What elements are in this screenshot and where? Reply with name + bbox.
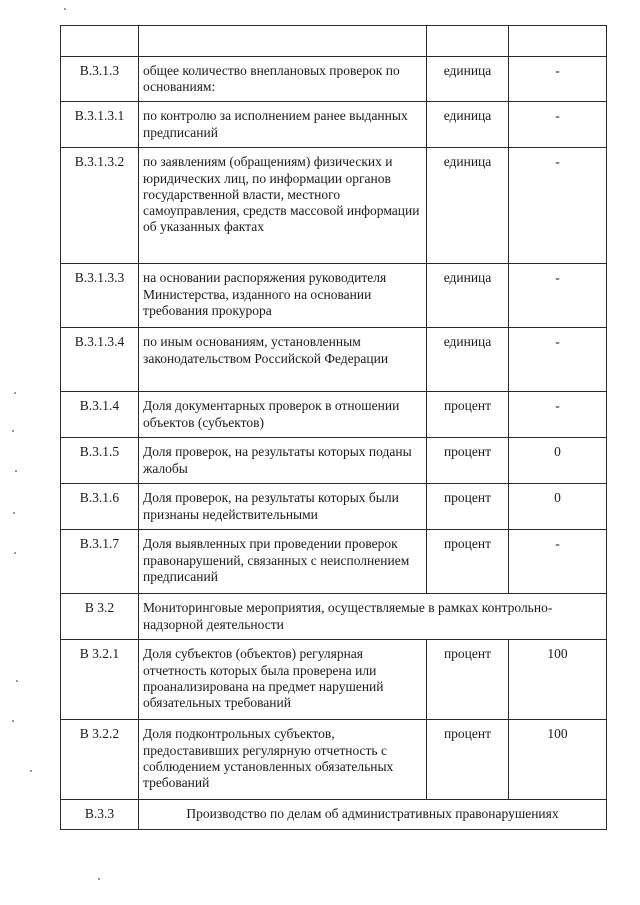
scan-speck	[14, 552, 16, 554]
row-value: 100	[509, 640, 607, 720]
row-unit: процент	[427, 640, 509, 720]
indicators-table	[60, 25, 607, 830]
scan-speck	[14, 392, 16, 394]
row-unit: процент	[427, 530, 509, 594]
row-code: В.3.1.7	[61, 530, 139, 594]
scan-speck	[15, 470, 17, 472]
table-cell	[509, 26, 607, 57]
table-row	[61, 484, 607, 530]
table-row	[61, 148, 607, 264]
row-name: по контролю за исполнением ранее выданных предписаний	[139, 102, 427, 148]
scan-speck	[13, 512, 15, 514]
scan-speck	[12, 430, 14, 432]
table-row	[61, 438, 607, 484]
row-value: -	[509, 148, 607, 264]
row-code: В.3.1.6	[61, 484, 139, 530]
section-row	[61, 800, 607, 830]
row-value: -	[509, 57, 607, 102]
scan-speck	[30, 770, 32, 772]
row-code: В.3.1.3.2	[61, 148, 139, 264]
row-unit: процент	[427, 484, 509, 530]
row-value: -	[509, 102, 607, 148]
row-unit: процент	[427, 720, 509, 800]
row-code: В 3.2.1	[61, 640, 139, 720]
section-row	[61, 594, 607, 640]
row-value: 100	[509, 720, 607, 800]
row-name: по иным основаниям, установленным законодательством Российской Федерации	[139, 328, 427, 392]
row-name: Доля выявленных при проведении проверок правонарушений, связанных с неисполнением предписаний	[139, 530, 427, 594]
table-row	[61, 57, 607, 102]
row-code: В.3.1.4	[61, 392, 139, 438]
row-name: на основании распоряжения руководителя Министерства, изданного на основании требования прокурора	[139, 264, 427, 328]
row-name: по заявлениям (обращениям) физических и юридических лиц, по информации органов государственной власти, местного самоуправления, средств массовой информации об указанных фактах	[139, 148, 427, 264]
table-row	[61, 640, 607, 720]
table-row	[61, 392, 607, 438]
table-row	[61, 264, 607, 328]
table-cell	[139, 26, 427, 57]
row-value: -	[509, 328, 607, 392]
section-title: Производство по делам об административных правонарушениях	[139, 800, 607, 830]
section-title: Мониторинговые мероприятия, осуществляемые в рамках контрольно-надзорной деятельности	[139, 594, 607, 640]
row-code: В.3.1.3.3	[61, 264, 139, 328]
table-header-row-empty	[61, 26, 607, 57]
table-cell	[427, 26, 509, 57]
table-row	[61, 328, 607, 392]
row-name: Доля субъектов (объектов) регулярная отчетность которых была проверена или проанализирована на предмет нарушений обязательных требований	[139, 640, 427, 720]
row-unit: единица	[427, 328, 509, 392]
row-name: общее количество внеплановых проверок по основаниям:	[139, 57, 427, 102]
row-unit: процент	[427, 392, 509, 438]
row-code: В.3.1.3	[61, 57, 139, 102]
row-name: Доля проверок, на результаты которых были признаны недействительными	[139, 484, 427, 530]
scan-speck	[64, 8, 66, 10]
row-value: 0	[509, 484, 607, 530]
row-value: -	[509, 530, 607, 594]
row-unit: единица	[427, 148, 509, 264]
scan-speck	[12, 720, 14, 722]
row-unit: единица	[427, 102, 509, 148]
row-name: Доля проверок, на результаты которых поданы жалобы	[139, 438, 427, 484]
row-unit: единица	[427, 264, 509, 328]
row-code: В.3.1.3.4	[61, 328, 139, 392]
table-row	[61, 720, 607, 800]
row-value: -	[509, 392, 607, 438]
row-code: В.3.1.5	[61, 438, 139, 484]
section-code: В 3.2	[61, 594, 139, 640]
section-code: В.3.3	[61, 800, 139, 830]
row-name: Доля подконтрольных субъектов, предоставивших регулярную отчетность с соблюдением установленных обязательных требований	[139, 720, 427, 800]
row-code: В 3.2.2	[61, 720, 139, 800]
row-unit: процент	[427, 438, 509, 484]
row-value: -	[509, 264, 607, 328]
scan-speck	[16, 680, 18, 682]
table-row	[61, 102, 607, 148]
table-row	[61, 530, 607, 594]
scan-speck	[98, 878, 100, 880]
row-unit: единица	[427, 57, 509, 102]
row-name: Доля документарных проверок в отношении объектов (субъектов)	[139, 392, 427, 438]
row-code: В.3.1.3.1	[61, 102, 139, 148]
table-cell	[61, 26, 139, 57]
row-value: 0	[509, 438, 607, 484]
